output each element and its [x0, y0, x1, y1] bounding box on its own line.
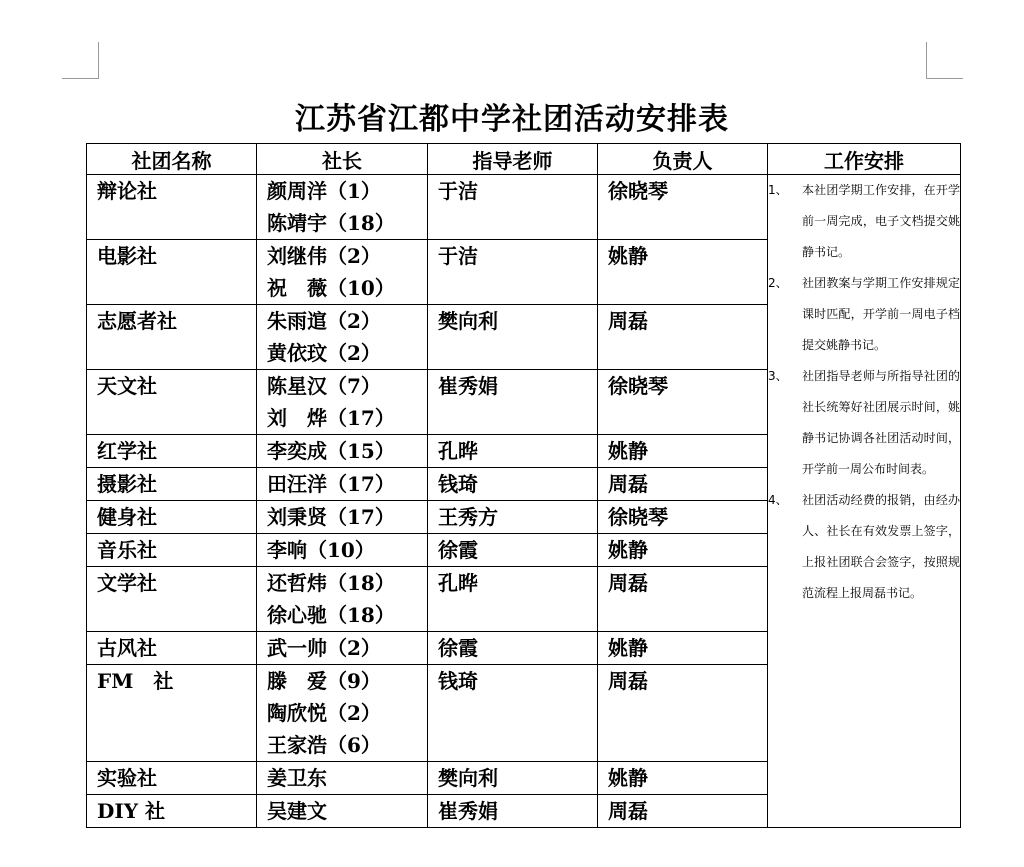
header-club-name: 社团名称 [87, 144, 257, 175]
president-name: 田汪洋（17） [267, 472, 395, 496]
manager-cell [598, 632, 768, 665]
advisor-cell [428, 501, 598, 534]
president-cell [257, 534, 428, 567]
president-name: 武一帅（2） [267, 636, 381, 660]
club-name-cell [87, 305, 257, 370]
advisor-cell [428, 175, 598, 240]
club-name-cell [87, 240, 257, 305]
advisor-cell [428, 795, 598, 828]
club-name-cell-text: 摄影社 [97, 472, 157, 496]
president-name: 刘 烨（17） [267, 406, 395, 430]
president-cell [257, 240, 428, 305]
president-name: 还哲炜（18） [267, 571, 395, 595]
advisor-cell [428, 567, 598, 632]
manager-cell [598, 175, 768, 240]
page-corner-mark-top-left [62, 42, 99, 79]
manager-cell [598, 305, 768, 370]
club-name-cell [87, 435, 257, 468]
president-name: 滕 爱（9） [267, 669, 381, 693]
advisor-cell [428, 305, 598, 370]
header-manager: 负责人 [598, 144, 768, 175]
work-plan-item [768, 175, 960, 268]
advisor-cell [428, 435, 598, 468]
work-plan-item [768, 485, 960, 609]
club-name-cell-text: 辩论社 [97, 179, 157, 203]
advisor-cell-text: 孔晔 [438, 439, 478, 463]
manager-cell [598, 435, 768, 468]
work-plan-item [768, 361, 960, 485]
president-name: 徐心驰（18） [267, 603, 395, 627]
advisor-cell-text: 王秀方 [438, 505, 498, 529]
work-plan-number: 3、 [768, 369, 788, 383]
club-name-cell [87, 665, 257, 762]
advisor-cell-text: 钱琦 [438, 669, 478, 693]
manager-cell [598, 665, 768, 762]
manager-cell [598, 762, 768, 795]
president-name: 陈星汉（7） [267, 374, 381, 398]
manager-cell-text: 徐晓琴 [608, 179, 668, 203]
advisor-cell-text: 樊向利 [438, 309, 498, 333]
president-cell [257, 175, 428, 240]
club-name-cell-text: 电影社 [97, 244, 157, 268]
advisor-cell-text: 崔秀娟 [438, 799, 498, 823]
club-name-cell-text: 红学社 [97, 439, 157, 463]
manager-cell-text: 姚静 [608, 636, 648, 660]
advisor-cell-text: 徐霞 [438, 538, 478, 562]
manager-cell-text: 周磊 [608, 571, 648, 595]
manager-cell-text: 姚静 [608, 538, 648, 562]
president-cell [257, 632, 428, 665]
work-plan-text: 本社团学期工作安排，在开学前一周完成，电子文档提交姚静书记。 [802, 183, 960, 259]
work-plan-text: 社团指导老师与所指导社团的社长统筹好社团展示时间，姚静书记协调各社团活动时间，开学前一周公布时间表。 [802, 369, 960, 476]
president-cell [257, 305, 428, 370]
club-schedule-table [86, 143, 961, 828]
club-name-cell-text: DIY 社 [97, 799, 165, 823]
club-name-cell-text: 音乐社 [97, 538, 157, 562]
advisor-cell-text: 钱琦 [438, 472, 478, 496]
manager-cell [598, 501, 768, 534]
manager-cell-text: 姚静 [608, 766, 648, 790]
work-plan-number: 2、 [768, 276, 788, 290]
advisor-cell-text: 于洁 [438, 244, 478, 268]
manager-cell-text: 周磊 [608, 799, 648, 823]
club-name-cell [87, 567, 257, 632]
president-name: 祝 薇（10） [267, 276, 395, 300]
president-cell [257, 795, 428, 828]
president-name: 姜卫东 [267, 766, 327, 790]
document-title: 江苏省江都中学社团活动安排表 [295, 102, 729, 137]
manager-cell [598, 795, 768, 828]
manager-cell-text: 姚静 [608, 244, 648, 268]
header-advisor: 指导老师 [428, 144, 598, 175]
manager-cell-text: 周磊 [608, 669, 648, 693]
president-cell [257, 665, 428, 762]
club-name-cell-text: 健身社 [97, 505, 157, 529]
club-name-cell [87, 370, 257, 435]
president-cell [257, 762, 428, 795]
president-name: 李响（10） [267, 538, 375, 562]
club-name-cell-text: FM 社 [97, 669, 174, 693]
president-name: 黄依玟（2） [267, 341, 381, 365]
advisor-cell [428, 534, 598, 567]
club-name-cell-text: 文学社 [97, 571, 157, 595]
work-plan-text: 社团教案与学期工作安排规定课时匹配，开学前一周电子档提交姚静书记。 [802, 276, 960, 352]
club-name-cell-text: 天文社 [97, 374, 157, 398]
work-plan-item [768, 268, 960, 361]
manager-cell [598, 567, 768, 632]
club-name-cell-text: 实验社 [97, 766, 157, 790]
club-name-cell-text: 古风社 [97, 636, 157, 660]
advisor-cell [428, 468, 598, 501]
club-name-cell [87, 468, 257, 501]
president-name: 王家浩（6） [267, 733, 381, 757]
manager-cell-text: 周磊 [608, 472, 648, 496]
work-plan-number: 4、 [768, 493, 788, 507]
club-name-cell [87, 534, 257, 567]
club-name-cell-text: 志愿者社 [97, 309, 177, 333]
manager-cell [598, 468, 768, 501]
advisor-cell [428, 632, 598, 665]
header-work-plan: 工作安排 [768, 144, 961, 175]
advisor-cell [428, 665, 598, 762]
advisor-cell-text: 孔晔 [438, 571, 478, 595]
president-name: 刘继伟（2） [267, 244, 381, 268]
manager-cell-text: 徐晓琴 [608, 505, 668, 529]
work-plan-cell [768, 175, 961, 828]
header-club-president: 社长 [257, 144, 428, 175]
manager-cell [598, 370, 768, 435]
club-name-cell [87, 175, 257, 240]
manager-cell [598, 534, 768, 567]
president-cell [257, 468, 428, 501]
advisor-cell [428, 240, 598, 305]
page-corner-mark-top-right [926, 42, 963, 79]
club-name-cell [87, 795, 257, 828]
table-header-row [87, 144, 961, 175]
club-name-cell [87, 762, 257, 795]
president-name: 朱雨逭（2） [267, 309, 381, 333]
manager-cell-text: 徐晓琴 [608, 374, 668, 398]
club-name-cell [87, 632, 257, 665]
president-name: 李奕成（15） [267, 439, 395, 463]
president-cell [257, 370, 428, 435]
advisor-cell-text: 徐霞 [438, 636, 478, 660]
manager-cell-text: 周磊 [608, 309, 648, 333]
club-name-cell [87, 501, 257, 534]
table-row [87, 175, 961, 240]
president-name: 陈靖宇（18） [267, 211, 395, 235]
work-plan-number: 1、 [768, 183, 788, 197]
president-name: 陶欣悦（2） [267, 701, 381, 725]
president-cell [257, 567, 428, 632]
advisor-cell-text: 崔秀娟 [438, 374, 498, 398]
advisor-cell [428, 762, 598, 795]
president-cell [257, 501, 428, 534]
president-name: 颜周洋（1） [267, 179, 381, 203]
advisor-cell-text: 于洁 [438, 179, 478, 203]
president-name: 吴建文 [267, 799, 327, 823]
work-plan-text: 社团活动经费的报销，由经办人、社长在有效发票上签字，上报社团联合会签字，按照规范流程上报周磊书记。 [802, 493, 960, 600]
manager-cell-text: 姚静 [608, 439, 648, 463]
advisor-cell-text: 樊向利 [438, 766, 498, 790]
advisor-cell [428, 370, 598, 435]
president-name: 刘秉贤（17） [267, 505, 395, 529]
manager-cell [598, 240, 768, 305]
president-cell [257, 435, 428, 468]
